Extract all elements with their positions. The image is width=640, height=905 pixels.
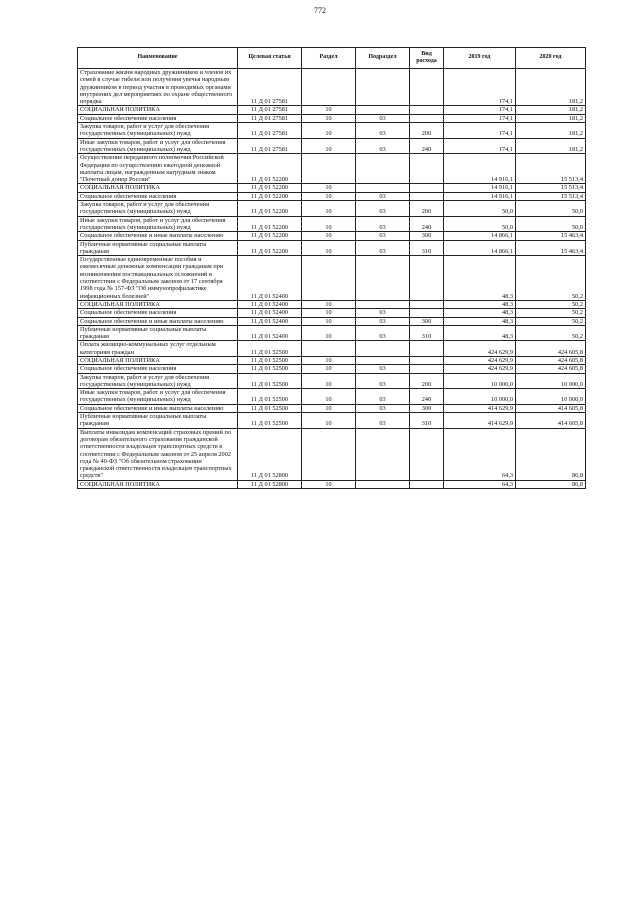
cell-target-article: 11 Д 01 52400	[238, 317, 302, 325]
cell-value-2020: 15 513,4	[516, 184, 586, 192]
table-row	[78, 123, 586, 139]
cell-expense-type: 310	[410, 240, 444, 256]
cell-subsection	[356, 154, 410, 184]
cell-expense-type	[410, 106, 444, 114]
cell-value-2019: 14 866,1	[444, 232, 516, 240]
cell-expense-type	[410, 356, 444, 364]
cell-subsection	[356, 69, 410, 106]
cell-value-2019: 14 916,1	[444, 192, 516, 200]
table-row	[78, 317, 586, 325]
cell-subsection: 03	[356, 192, 410, 200]
cell-target-article: 11 Д 01 52500	[238, 413, 302, 429]
cell-name: Социальное обеспечение населения	[78, 309, 238, 317]
column-header-name: Наименование	[78, 48, 238, 69]
table-row	[78, 138, 586, 154]
cell-expense-type: 200	[410, 373, 444, 389]
cell-value-2019: 64,3	[444, 480, 516, 488]
table-row	[78, 69, 586, 106]
cell-section: 10	[302, 106, 356, 114]
cell-target-article: 11 Д 01 27581	[238, 138, 302, 154]
cell-name: Социальное обеспечение населения	[78, 365, 238, 373]
cell-subsection: 03	[356, 232, 410, 240]
table-row	[78, 404, 586, 412]
cell-target-article: 11 Д 01 52800	[238, 480, 302, 488]
table-row	[78, 184, 586, 192]
cell-name: СОЦИАЛЬНАЯ ПОЛИТИКА	[78, 300, 238, 308]
cell-value-2020: 15 463,4	[516, 232, 586, 240]
cell-name: СОЦИАЛЬНАЯ ПОЛИТИКА	[78, 106, 238, 114]
cell-target-article: 11 Д 01 52500	[238, 389, 302, 405]
cell-section: 10	[302, 300, 356, 308]
cell-value-2020: 50,0	[516, 216, 586, 232]
table-row	[78, 240, 586, 256]
cell-subsection: 03	[356, 309, 410, 317]
cell-subsection: 03	[356, 216, 410, 232]
cell-value-2019: 48,3	[444, 325, 516, 341]
cell-value-2020: 50,2	[516, 317, 586, 325]
cell-expense-type: 300	[410, 404, 444, 412]
table-row	[78, 232, 586, 240]
cell-target-article: 11 Д 01 52200	[238, 232, 302, 240]
cell-value-2019: 174,1	[444, 123, 516, 139]
cell-expense-type: 200	[410, 123, 444, 139]
cell-value-2020: 86,8	[516, 480, 586, 488]
column-header-2020: 2020 год	[516, 48, 586, 69]
cell-section: 10	[302, 138, 356, 154]
table-row	[78, 309, 586, 317]
cell-name: Публичные нормативные социальные выплаты гражданам	[78, 325, 238, 341]
table-row	[78, 365, 586, 373]
cell-section: 10	[302, 356, 356, 364]
cell-value-2020: 181,2	[516, 69, 586, 106]
cell-value-2020: 86,8	[516, 428, 586, 480]
cell-section: 10	[302, 389, 356, 405]
cell-name: Закупка товаров, работ и услуг для обеспечения государственных (муниципальных) нужд	[78, 373, 238, 389]
cell-value-2019: 14 916,1	[444, 154, 516, 184]
table-row	[78, 216, 586, 232]
cell-section	[302, 69, 356, 106]
cell-value-2020: 15 513,4	[516, 154, 586, 184]
cell-name: Публичные нормативные социальные выплаты гражданам	[78, 240, 238, 256]
cell-target-article: 11 Д 01 52400	[238, 256, 302, 301]
cell-value-2020: 181,2	[516, 114, 586, 122]
cell-name: СОЦИАЛЬНАЯ ПОЛИТИКА	[78, 356, 238, 364]
cell-value-2020: 414 605,8	[516, 404, 586, 412]
cell-target-article: 11 Д 01 27581	[238, 106, 302, 114]
cell-name: Государственные единовременные пособия и ежемесячные денежные компенсации гражданам при возникновении поствакцинальных осложнений в соответствии с Федеральным законом от 17 сентября 1998 года № 157-ФЗ "Об иммунопрофилактике инфекционных болезней"	[78, 256, 238, 301]
cell-target-article: 11 Д 01 52500	[238, 404, 302, 412]
cell-subsection	[356, 106, 410, 114]
cell-expense-type	[410, 69, 444, 106]
cell-name: СОЦИАЛЬНАЯ ПОЛИТИКА	[78, 184, 238, 192]
table-row	[78, 341, 586, 357]
cell-value-2019: 174,1	[444, 106, 516, 114]
cell-subsection: 03	[356, 404, 410, 412]
cell-name: Социальное обеспечение населения	[78, 114, 238, 122]
cell-target-article: 11 Д 01 52200	[238, 201, 302, 217]
cell-value-2020: 15 463,4	[516, 240, 586, 256]
cell-value-2020: 414 605,8	[516, 413, 586, 429]
cell-subsection	[356, 356, 410, 364]
column-header-section: Раздел	[302, 48, 356, 69]
column-header-expense-type: Вид расхода	[410, 48, 444, 69]
cell-expense-type	[410, 256, 444, 301]
cell-target-article: 11 Д 01 52200	[238, 216, 302, 232]
cell-section: 10	[302, 184, 356, 192]
cell-section: 10	[302, 216, 356, 232]
cell-target-article: 11 Д 01 52200	[238, 184, 302, 192]
page-number: 772	[314, 6, 326, 15]
cell-name: Страхование жизни народных дружинников и членов их семей в случае гибели или получения увечья народным дружинником в период участия в проводимых органами внутренних дел мероприятиях по охране общественного порядка	[78, 69, 238, 106]
cell-expense-type: 240	[410, 216, 444, 232]
cell-value-2019: 174,1	[444, 138, 516, 154]
cell-value-2020: 50,2	[516, 325, 586, 341]
cell-value-2020: 181,2	[516, 138, 586, 154]
cell-value-2019: 48,3	[444, 317, 516, 325]
cell-subsection: 03	[356, 114, 410, 122]
cell-name: Социальное обеспечение и иные выплаты населению	[78, 232, 238, 240]
cell-name: Осуществление переданного полномочия Российской Федерации по осуществлению ежегодной денежной выплаты лицам, награжденным нагрудным знаком "Почетный донор России"	[78, 154, 238, 184]
cell-subsection: 03	[356, 413, 410, 429]
cell-expense-type	[410, 114, 444, 122]
cell-expense-type	[410, 428, 444, 480]
cell-subsection: 03	[356, 325, 410, 341]
cell-expense-type	[410, 309, 444, 317]
cell-subsection: 03	[356, 138, 410, 154]
cell-value-2020: 15 513,4	[516, 192, 586, 200]
cell-name: Иные закупки товаров, работ и услуг для обеспечения государственных (муниципальных) нужд	[78, 389, 238, 405]
cell-subsection	[356, 300, 410, 308]
cell-name: Оплата жилищно-коммунальных услуг отдельным категориям граждан	[78, 341, 238, 357]
cell-value-2020: 10 000,0	[516, 389, 586, 405]
cell-target-article: 11 Д 01 52500	[238, 365, 302, 373]
cell-subsection	[356, 184, 410, 192]
cell-value-2019: 424 629,9	[444, 365, 516, 373]
cell-value-2019: 174,1	[444, 114, 516, 122]
cell-target-article: 11 Д 01 52500	[238, 356, 302, 364]
cell-value-2019: 10 000,0	[444, 373, 516, 389]
cell-target-article: 11 Д 01 52500	[238, 341, 302, 357]
cell-target-article: 11 Д 01 27581	[238, 114, 302, 122]
cell-subsection: 03	[356, 317, 410, 325]
cell-target-article: 11 Д 01 52400	[238, 300, 302, 308]
cell-subsection	[356, 480, 410, 488]
cell-name: Закупка товаров, работ и услуг для обеспечения государственных (муниципальных) нужд	[78, 201, 238, 217]
cell-target-article: 11 Д 01 52200	[238, 192, 302, 200]
cell-value-2020: 181,2	[516, 106, 586, 114]
cell-expense-type: 300	[410, 232, 444, 240]
cell-name: Закупка товаров, работ и услуг для обеспечения государственных (муниципальных) нужд	[78, 123, 238, 139]
column-header-target-article: Целевая статья	[238, 48, 302, 69]
cell-name: СОЦИАЛЬНАЯ ПОЛИТИКА	[78, 480, 238, 488]
table-row	[78, 201, 586, 217]
cell-section	[302, 256, 356, 301]
cell-subsection: 03	[356, 123, 410, 139]
budget-table	[77, 47, 586, 489]
cell-section: 10	[302, 240, 356, 256]
table-row	[78, 256, 586, 301]
cell-value-2019: 414 629,9	[444, 413, 516, 429]
cell-target-article: 11 Д 01 27581	[238, 123, 302, 139]
cell-section	[302, 341, 356, 357]
cell-value-2019: 48,3	[444, 256, 516, 301]
cell-section: 10	[302, 114, 356, 122]
column-header-2019: 2019 год	[444, 48, 516, 69]
cell-subsection: 03	[356, 201, 410, 217]
table-row	[78, 325, 586, 341]
cell-value-2019: 64,3	[444, 428, 516, 480]
cell-section: 10	[302, 317, 356, 325]
cell-target-article: 11 Д 01 27581	[238, 69, 302, 106]
cell-value-2019: 424 629,9	[444, 356, 516, 364]
cell-value-2020: 50,2	[516, 256, 586, 301]
column-header-subsection: Подраздел	[356, 48, 410, 69]
cell-subsection	[356, 341, 410, 357]
cell-value-2020: 10 000,0	[516, 373, 586, 389]
cell-value-2019: 424 629,9	[444, 341, 516, 357]
cell-name: Иные закупки товаров, работ и услуг для обеспечения государственных (муниципальных) нужд	[78, 216, 238, 232]
table-header-row	[78, 48, 586, 69]
cell-section: 10	[302, 373, 356, 389]
cell-name: Публичные нормативные социальные выплаты гражданам	[78, 413, 238, 429]
cell-section: 10	[302, 365, 356, 373]
cell-expense-type	[410, 300, 444, 308]
cell-section: 10	[302, 325, 356, 341]
cell-expense-type	[410, 192, 444, 200]
cell-value-2019: 48,3	[444, 300, 516, 308]
table-row	[78, 389, 586, 405]
cell-section: 10	[302, 413, 356, 429]
cell-value-2020: 50,2	[516, 300, 586, 308]
cell-expense-type: 310	[410, 325, 444, 341]
cell-expense-type	[410, 341, 444, 357]
cell-expense-type	[410, 365, 444, 373]
cell-value-2020: 50,0	[516, 201, 586, 217]
cell-section	[302, 428, 356, 480]
cell-section: 10	[302, 480, 356, 488]
table-row	[78, 356, 586, 364]
cell-expense-type: 240	[410, 138, 444, 154]
cell-subsection: 03	[356, 389, 410, 405]
cell-value-2019: 14 866,1	[444, 240, 516, 256]
table-body	[78, 69, 586, 489]
cell-section: 10	[302, 192, 356, 200]
cell-target-article: 11 Д 01 52400	[238, 325, 302, 341]
table-row	[78, 300, 586, 308]
cell-name: Социальное обеспечение населения	[78, 192, 238, 200]
cell-value-2019: 48,3	[444, 309, 516, 317]
cell-expense-type	[410, 480, 444, 488]
cell-expense-type: 200	[410, 201, 444, 217]
cell-value-2019: 414 629,9	[444, 404, 516, 412]
cell-target-article: 11 Д 01 52400	[238, 309, 302, 317]
table-row	[78, 154, 586, 184]
cell-value-2019: 174,1	[444, 69, 516, 106]
cell-expense-type	[410, 184, 444, 192]
cell-expense-type: 310	[410, 413, 444, 429]
cell-expense-type	[410, 154, 444, 184]
cell-target-article: 11 Д 01 52800	[238, 428, 302, 480]
cell-value-2020: 424 605,8	[516, 356, 586, 364]
cell-section: 10	[302, 232, 356, 240]
table-row	[78, 428, 586, 480]
table-row	[78, 114, 586, 122]
cell-name: Выплаты инвалидам компенсаций страховых премий по договорам обязательного страхования гражданской ответственности владельцев транспортных средств в соответствии с Федеральным законом от 25 апреля 2002 года № 40-ФЗ "Об обязательном страховании гражданской ответственности владельцев транспортных средств"	[78, 428, 238, 480]
cell-subsection: 03	[356, 240, 410, 256]
cell-section: 10	[302, 201, 356, 217]
table-row	[78, 192, 586, 200]
cell-subsection: 03	[356, 373, 410, 389]
cell-section: 10	[302, 404, 356, 412]
cell-subsection	[356, 428, 410, 480]
cell-expense-type: 240	[410, 389, 444, 405]
cell-value-2019: 14 916,1	[444, 184, 516, 192]
cell-section	[302, 154, 356, 184]
cell-value-2020: 424 605,8	[516, 341, 586, 357]
cell-target-article: 11 Д 01 52500	[238, 373, 302, 389]
table-row	[78, 373, 586, 389]
table-row	[78, 480, 586, 488]
cell-value-2019: 50,0	[444, 201, 516, 217]
cell-expense-type: 300	[410, 317, 444, 325]
cell-subsection: 03	[356, 365, 410, 373]
cell-target-article: 11 Д 01 52200	[238, 154, 302, 184]
cell-target-article: 11 Д 01 52200	[238, 240, 302, 256]
cell-name: Социальное обеспечение и иные выплаты населению	[78, 404, 238, 412]
table-row	[78, 413, 586, 429]
cell-value-2020: 50,2	[516, 309, 586, 317]
cell-value-2020: 181,2	[516, 123, 586, 139]
cell-name: Иные закупки товаров, работ и услуг для обеспечения государственных (муниципальных) нужд	[78, 138, 238, 154]
table-row	[78, 106, 586, 114]
cell-section: 10	[302, 309, 356, 317]
cell-value-2019: 10 000,0	[444, 389, 516, 405]
cell-subsection	[356, 256, 410, 301]
cell-value-2019: 50,0	[444, 216, 516, 232]
cell-section: 10	[302, 123, 356, 139]
cell-name: Социальное обеспечение и иные выплаты населению	[78, 317, 238, 325]
cell-value-2020: 424 605,8	[516, 365, 586, 373]
